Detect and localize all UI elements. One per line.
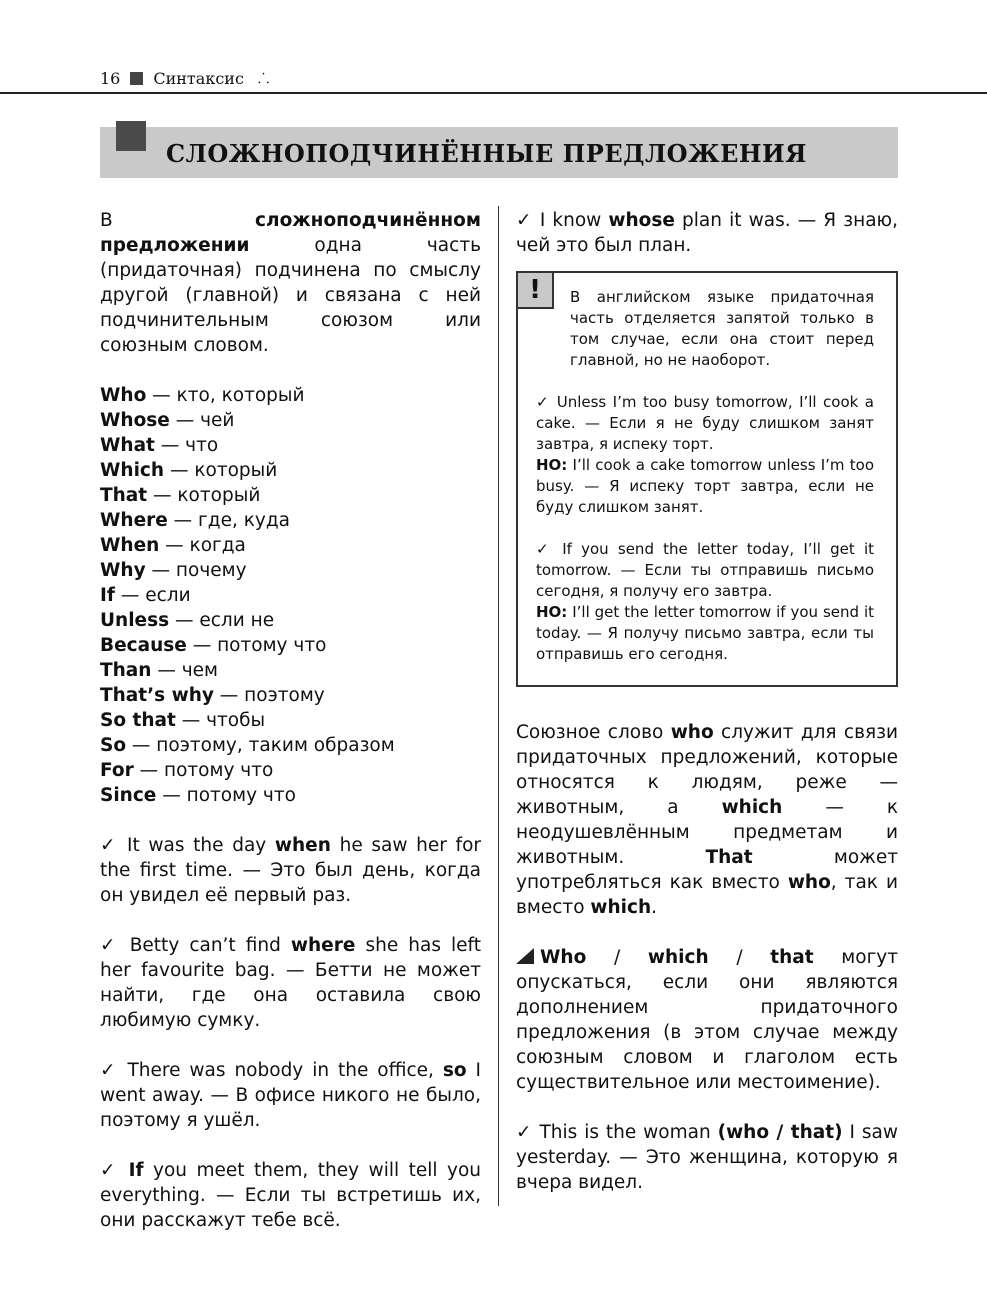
- list-item: That’s why — поэтому: [100, 685, 325, 706]
- right-column: [516, 208, 898, 1195]
- list-item: Why — почему: [100, 560, 247, 581]
- banner-square-icon: [116, 121, 146, 151]
- list-item: If — если: [100, 585, 191, 606]
- list-item: So that — чтобы: [100, 710, 266, 731]
- list-item: Since — потому что: [100, 785, 296, 806]
- tree-icon: ⸫: [257, 70, 270, 87]
- example-when: ✓ It was the day when he saw her for the first time. — Это был день, когда он увидел её первый раз.: [100, 835, 481, 906]
- note-example-unless: ✓ Unless I’m too busy tomorrow, I’ll cook a cake. — Если я не буду слишком занят завтра, я испеку торт. НО: I’ll cook a cake tomorrow unless I’m too busy. — Я испеку торт завтра, если не буду слишком занят.: [536, 393, 874, 516]
- column-divider: [498, 206, 499, 1206]
- note-example-if: ✓ If you send the letter today, I’ll get it tomorrow. — Если ты отправишь письмо сегодня, я получу его завтра. НО: I’ll get the letter tomorrow if you send it today. — Я получу письмо завтра, если ты отправишь его сегодня.: [536, 540, 874, 663]
- running-header: [100, 66, 269, 90]
- example-whose: ✓ I know whose plan it was. — Я знаю, чей это был план.: [516, 210, 898, 256]
- intro-paragraph: В сложноподчинённом предложении одна часть (придаточная) подчинена по смыслу другой (главной) и связана с ней подчинительным союзом или союзным словом.: [100, 210, 481, 356]
- header-square-icon: [130, 72, 143, 85]
- example-where: ✓ Betty can’t find where she has left her favourite bag. — Бетти не может найти, где она оставила свою любимую сумку.: [100, 935, 481, 1031]
- example-if: ✓ If you meet them, they will tell you everything. — Если ты встретишь их, они расскажут тебе всё.: [100, 1160, 481, 1231]
- title-banner: [100, 127, 898, 178]
- list-item: Where — где, куда: [100, 510, 290, 531]
- page-title: СЛОЖНОПОДЧИНЁННЫЕ ПРЕДЛОЖЕНИЯ: [166, 139, 807, 168]
- example-who-that: ✓ This is the woman (who / that) I saw yesterday. — Это женщина, которую я вчера видел.: [516, 1122, 898, 1193]
- list-item: That — который: [100, 485, 261, 506]
- list-item: Than — чем: [100, 660, 218, 681]
- triangle-icon: [516, 948, 534, 964]
- example-so: ✓ There was nobody in the office, so I went away. — В офисе никого не было, поэтому я ушёл.: [100, 1060, 482, 1131]
- list-item: So — поэтому, таким образом: [100, 735, 395, 756]
- left-column: [100, 208, 481, 1233]
- page-number: 16: [100, 68, 121, 88]
- list-item: What — что: [100, 435, 219, 456]
- paragraph-who-which: Союзное слово who служит для связи придаточных предложений, которые относятся к людям, реже — животным, а which — к неодушевлённым предметам и животным. That может употребляться как вместо who, так и вместо which.: [516, 722, 899, 918]
- note-lead: В английском языке придаточная часть отделяется запятой только в том случае, если она стоит перед главной, но не наоборот.: [570, 288, 874, 369]
- exclamation-icon: !: [518, 273, 554, 309]
- note-box: [516, 271, 898, 687]
- list-item: When — когда: [100, 535, 246, 556]
- list-item: Which — который: [100, 460, 278, 481]
- section-name: Синтаксис: [153, 68, 244, 88]
- header-rule: [0, 92, 987, 94]
- paragraph-omission: Who / which / that могут опускаться, если они являются дополнением придаточного предложения (в этом случае между союзным словом и глаголом есть существительное или местоимение).: [516, 947, 899, 1093]
- list-item: Whose — чей: [100, 410, 235, 431]
- list-item: For — потому что: [100, 760, 274, 781]
- conjunction-list: [100, 383, 481, 808]
- list-item: Because — потому что: [100, 635, 327, 656]
- list-item: Who — кто, который: [100, 385, 305, 406]
- list-item: Unless — если не: [100, 610, 275, 631]
